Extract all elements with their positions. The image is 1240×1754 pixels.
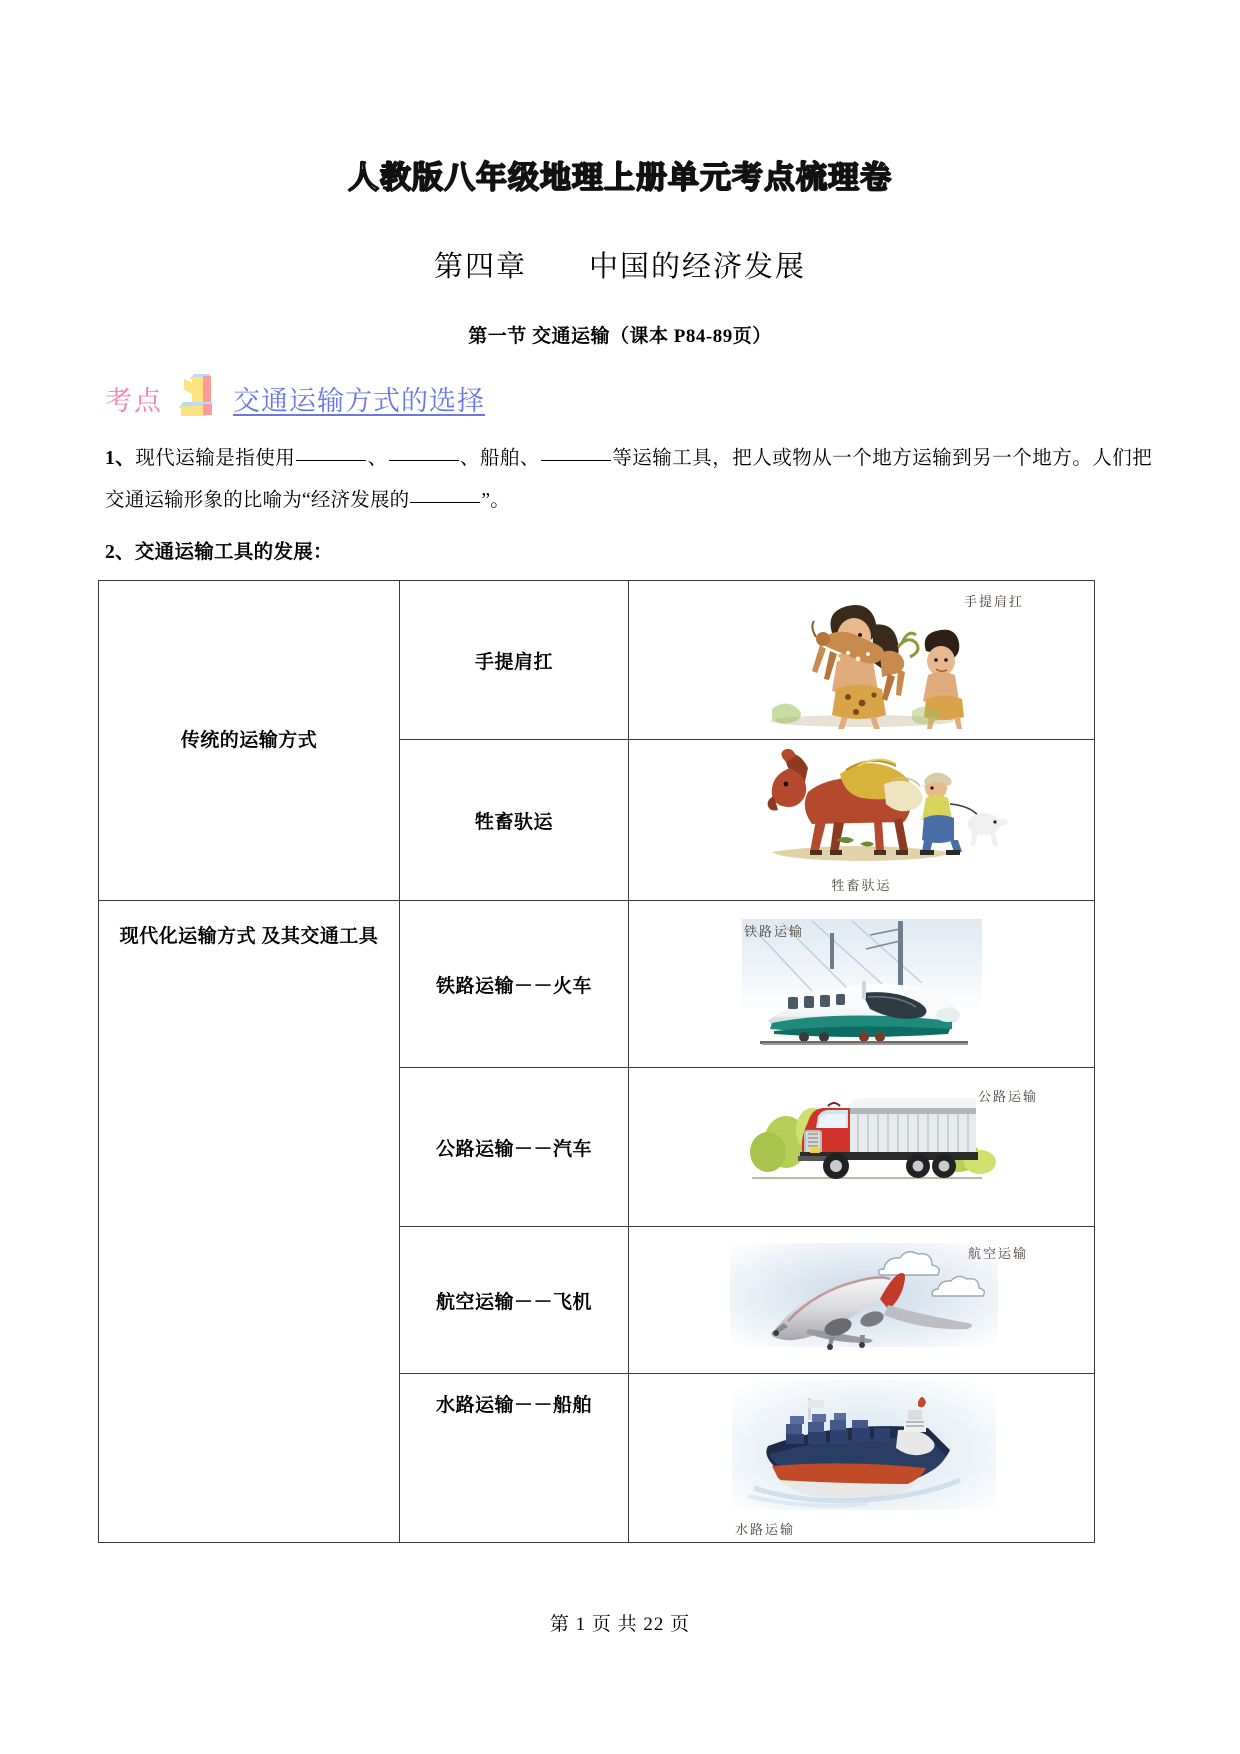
question-2-heading: 2、交通运输工具的发展：	[105, 542, 333, 563]
section-title: 第一节 交通运输（课本 P84-89页）	[468, 326, 772, 347]
fill-blank-3[interactable]	[541, 460, 611, 461]
mode-label-railway: 铁路运输－－火车	[400, 901, 629, 1068]
ship-art	[712, 1380, 1012, 1516]
group-modern-label: 现代化运输方式 及其交通工具	[99, 901, 400, 1543]
picture-cell-waterway	[629, 1374, 1095, 1543]
question-1-text-a: 现代运输是指使用	[135, 448, 296, 469]
question-1-paragraph	[0, 420, 1240, 522]
picture-cell-hand-carry	[629, 581, 1095, 740]
picture-caption: 手提肩扛	[963, 594, 1024, 609]
ship-illustration	[629, 1380, 1094, 1542]
mode-label-pack-animal: 牲畜驮运	[400, 740, 629, 901]
page-footer: 第 1 页 共 22 页	[549, 1614, 691, 1635]
picture-cell-aviation	[629, 1227, 1095, 1374]
airplane-art	[712, 1243, 1012, 1355]
mode-label-hand-carry: 手提肩扛	[400, 581, 629, 740]
question-1-number: 1、	[105, 448, 136, 469]
picture-caption: 铁路运输	[744, 924, 805, 939]
picture-caption: 航空运输	[967, 1246, 1028, 1261]
picture-caption: 公路运输	[977, 1089, 1038, 1104]
question-1-sep-2: 、船舶、	[459, 448, 540, 469]
table-row	[99, 901, 1095, 1068]
picture-caption: 水路运输	[735, 1522, 796, 1537]
kaodian-label: 考点	[105, 385, 163, 416]
mode-label-aviation: 航空运输－－飞机	[400, 1227, 629, 1374]
truck-illustration	[629, 1086, 1094, 1226]
page-title: 人教版八年级地理上册单元考点梳理卷	[348, 160, 892, 195]
airplane-illustration	[629, 1243, 1094, 1373]
picture-caption: 牲畜驮运	[831, 878, 892, 893]
fill-blank-4[interactable]	[410, 502, 480, 503]
kaodian-heading	[0, 348, 1240, 420]
mode-label-highway: 公路运输－－汽车	[400, 1068, 629, 1227]
truck-art	[712, 1086, 1012, 1204]
picture-cell-railway	[629, 901, 1095, 1068]
question-1-text-b: 等运输工具，把人或物从一个地方运输到另一个地方。人们把交通运输形象的比喻为“经济发展的	[105, 448, 1153, 511]
chapter-title: 第四章 中国的经济发展	[433, 251, 806, 283]
group-traditional-label: 传统的运输方式	[99, 581, 400, 901]
picture-cell-highway	[629, 1068, 1095, 1227]
question-1-sep-1: 、	[367, 448, 388, 469]
fill-blank-1[interactable]	[296, 460, 366, 461]
kaodian-topic-link[interactable]: 交通运输方式的选择	[233, 385, 485, 416]
transport-development-table	[98, 580, 1095, 1543]
number-one-badge-icon	[173, 376, 219, 420]
mode-label-waterway: 水路运输－－船舶	[400, 1374, 629, 1543]
picture-cell-pack-animal	[629, 740, 1095, 901]
train-illustration	[629, 919, 1094, 1067]
pack-animal-illustration	[629, 740, 1094, 900]
pack-animal-art	[712, 740, 1012, 870]
hand-carry-illustration	[629, 581, 1094, 739]
fill-blank-2[interactable]	[389, 460, 459, 461]
table-row	[99, 581, 1095, 740]
question-1-text-c: ”。	[481, 490, 510, 511]
